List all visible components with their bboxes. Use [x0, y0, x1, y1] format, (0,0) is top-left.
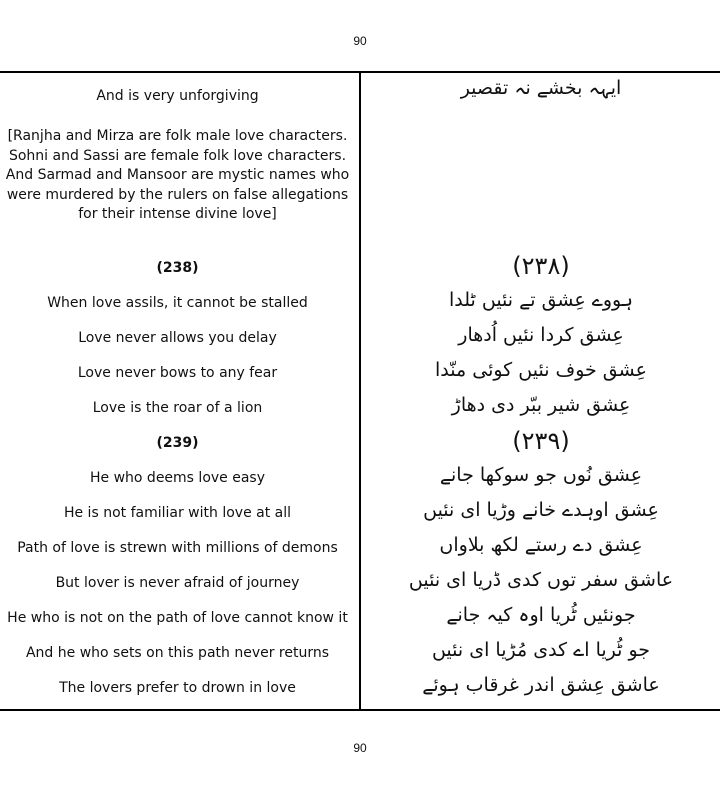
- page-number-bottom: 90: [353, 741, 367, 755]
- urdu-verse-number-238: (۲۳۸): [512, 252, 570, 280]
- column-divider: [359, 72, 361, 710]
- urdu-line: عِشق کردا نئیں اُدھار: [458, 324, 624, 346]
- english-note: [Ranjha and Mirza are folk male love characters. Sohni and Sassi are female folk love characters. And Sarmad and Mansoor are mystic names who were murdered by the rulers on false allegations for their intense divine love]: [5, 128, 350, 222]
- urdu-line: جونئیں ٹُریا اوہ کیہ جانے: [446, 604, 636, 626]
- urdu-line: عاشق عِشق اندر غرقاب ہوئے: [422, 674, 660, 696]
- english-line: But lover is never afraid of journey: [55, 575, 300, 591]
- page-number-top: 90: [353, 34, 367, 48]
- english-line: He who deems love easy: [90, 470, 265, 486]
- english-line: When love assils, it cannot be stalled: [47, 295, 308, 311]
- urdu-line: ایہہ بخشے نہ تقصیر: [460, 77, 622, 99]
- english-line: Love never bows to any fear: [77, 365, 278, 381]
- urdu-line: عِشق دے رستے لکھ بلاواں: [439, 534, 643, 556]
- verse-number-238: (238): [156, 260, 199, 276]
- urdu-line: عِشق نُوں جو سوکھا جانے: [439, 464, 643, 486]
- english-line: He who is not on the path of love cannot know it: [7, 610, 348, 626]
- urdu-line: عِشق شیر ببّر دی دھاڑ: [451, 394, 631, 416]
- english-line: Love is the roar of a lion: [92, 400, 263, 416]
- english-line: He is not familiar with love at all: [63, 505, 292, 521]
- urdu-line: عِشق خوف نئیں کوئی منّدا: [435, 359, 647, 381]
- english-line: The lovers prefer to drown in love: [59, 680, 296, 696]
- urdu-line: عاشق سفر توں کدی ڈریا ای نئیں: [408, 569, 674, 591]
- bottom-rule: [0, 709, 720, 711]
- urdu-line: جو ٹُریا اے کدی مُڑیا ای نئیں: [431, 639, 651, 661]
- english-line: And he who sets on this path never returns: [25, 645, 330, 661]
- english-line: Path of love is strewn with millions of demons: [17, 540, 338, 556]
- verse-number-239: (239): [156, 435, 199, 451]
- english-line: And is very unforgiving: [96, 88, 259, 104]
- english-line: Love never allows you delay: [78, 330, 277, 346]
- urdu-line: عِشق اوہدے خانے وڑیا ای نئیں: [423, 499, 659, 521]
- urdu-verse-number-239: (۲۳۹): [512, 427, 570, 455]
- urdu-line: ہووے عِشق تے نئیں ٹلدا: [448, 289, 634, 311]
